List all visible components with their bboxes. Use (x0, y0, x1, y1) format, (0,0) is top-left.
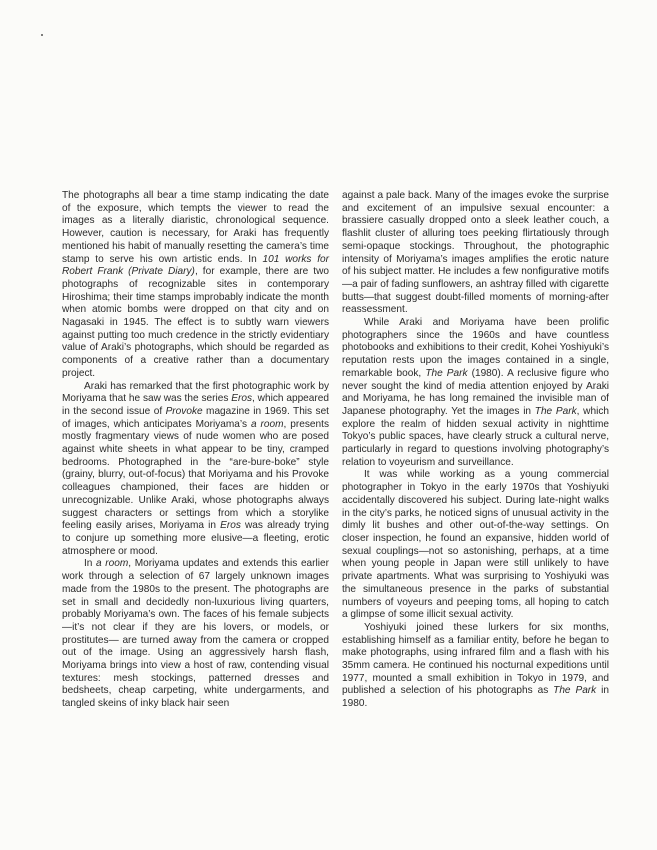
text-run: , which appeared in the second issue of (62, 393, 329, 417)
page-mark (41, 34, 43, 36)
italic-title: The Park (534, 405, 577, 417)
italic-title: The Park (425, 367, 468, 379)
text-column-right (342, 190, 609, 711)
italic-title: The Park (553, 685, 597, 697)
paragraph (62, 558, 329, 710)
text-run: , presents mostly fragmentary views of nude women who are posed against white sheets in what appear to be tiny, cramped bedrooms. Photographed in the “are-bure-boke” style (grainy, blurry, out-of-focus) that Moriyama and his Provoke colleagues championed, their faces are hidden or unrecognizable. Unlike Araki, whose photographs always suggest characters or settings from which a storylike feeling easily arises, Moriyama in (62, 418, 329, 532)
text-run: Araki has remarked that the first photographic work by Moriyama that he saw was the series (62, 380, 329, 405)
text-run: , which explore the realm of hidden sexual activity in nighttime Tokyo’s public spaces, have clearly struck a cultural nerve, particularly in regard to questions involving photography’s relation to voyeurism and surveillance. (342, 405, 609, 468)
paragraph (62, 190, 329, 381)
italic-title: a room (96, 558, 129, 570)
text-run: In (84, 558, 97, 570)
paragraph (342, 317, 609, 469)
text-run: While Araki and Moriyama have been prolific photographers since the 1960s and have countless photobooks and exhibitions to their credit, Kohei Yoshiyuki’s reputation rests upon the images contained in a single, remarkable book, (342, 317, 609, 379)
text-run: against a pale back. Many of the images evoke the surprise and excitement of an impulsive sexual encounter: a brassiere casually dropped onto a sleek leather couch, a flashlit cluster of alluring toes peeking flirtatiously through semi-opaque stockings. Throughout, the photographic intensity of Moriyama’s images amplifies the erotic nature of his subject matter. He includes a few nonfigurative motifs—a pair of fading sunflowers, an ashtray filled with cigarette butts—that suggest doubt-filled moments of morning-after reassessment. (342, 190, 609, 316)
paragraph (342, 469, 609, 621)
italic-title: 101 works for Robert Frank (Private Diary) (62, 253, 329, 278)
italic-title: Eros (220, 520, 241, 532)
text-run: magazine in 1969. This set of images, which anticipates Moriyama’s (62, 405, 329, 430)
text-column-left (62, 190, 329, 711)
text-run: , Moriyama updates and extends this earlier work through a selection of 67 largely unknown images made from the 1980s to the present. The photographs are set in small and decidedly non-luxurious living quarters, probably Moriyama’s own. The faces of his female subjects—it’s not clear if they are his lovers, or models, or prostitutes— are turned away from the camera or cropped out of the image. Using an aggressively harsh flash, Moriyama brings into view a host of raw, contending visual textures: mesh stockings, patterned dresses and bedsheets, cheap carpeting, white undergarments, and tangled skeins of inky black hair seen (62, 558, 329, 710)
paragraph (342, 622, 609, 711)
italic-title: Provoke (165, 405, 203, 417)
italic-title: Eros (231, 393, 253, 405)
paragraph (342, 190, 609, 317)
paragraph (62, 381, 329, 559)
italic-title: a room (250, 418, 284, 430)
text-run: It was while working as a young commercial photographer in Tokyo in the early 1970s that Yoshiyuki accidentally discovered his subject. During late-night walks in the city’s parks, he noticed signs of unusual activity in the dimly lit bushes and other out-of-the-way settings. On closer inspection, he found an expansive, hidden world of sexual couplings—not so astonishing, perhaps, at a time when young people in Japan were still unlikely to have private apartments. What was surprising to Yoshiyuki was the simultaneous presence in the parks of substantial numbers of voyeurs and peeping toms, all hoping to catch a glimpse of some illicit sexual activity. (342, 469, 609, 621)
text-run: The photographs all bear a time stamp indicating the date of the exposure, which tempts the viewer to read the images as a literally diaristic, chronological sequence. However, caution is necessary, for Araki has frequently mentioned his habit of manually resetting the camera’s time stamp to serve his own artistic ends. In (62, 190, 329, 265)
text-run: (1980). A reclusive figure who never sought the kind of media attention enjoyed by Araki and Moriyama, he has long remained the invisible man of Japanese photography. Yet the images in (342, 367, 610, 417)
text-run: was already trying to conjure up something more elusive—a fleeting, erotic atmosphere or mood. (62, 520, 330, 557)
text-run: Yoshiyuki joined these lurkers for six months, establishing himself as a familiar entity, before he began to make photographs, using infrared film and a flash with his 35mm camera. He continued his nocturnal expeditions until 1977, mounted a small exhibition in Tokyo in 1979, and published a selection of his photographs as (342, 621, 609, 697)
text-run: in 1980. (342, 685, 609, 710)
text-run: , for example, there are two photographs of recognizable sites in contemporary Hiroshima; their time stamps improbably indicate the month when atomic bombs were dropped on that city and on Nagasaki in 1945. The effect is to subtly warn viewers against putting too much credence in the strictly evidentiary value of Araki’s photographs, which should be regarded as components of a creative rather than a documentary project. (62, 266, 330, 379)
